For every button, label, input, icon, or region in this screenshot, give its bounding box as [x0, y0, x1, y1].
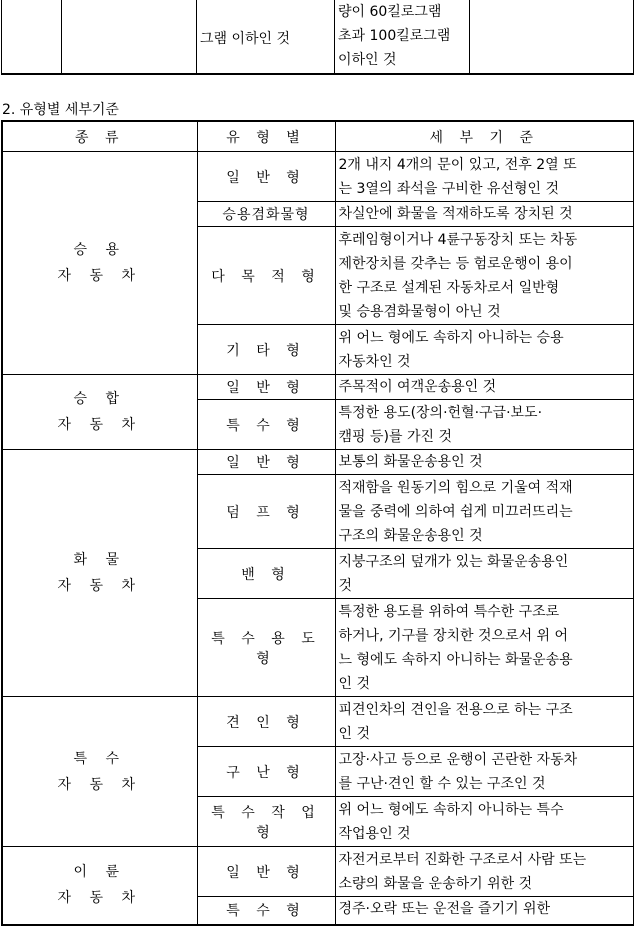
header-detail: 세 부 기 준 [335, 121, 634, 152]
top-cell-1 [2, 0, 62, 74]
detail-cell [335, 202, 634, 227]
top-cell-4-line: 량이 60킬로그램 [338, 4, 442, 20]
detail-line: 자동차인 것 [338, 353, 411, 370]
vehicle-type-table [1, 120, 634, 926]
category-twowheel [2, 847, 197, 925]
top-cell-4-line: 이하인 것 [338, 52, 397, 68]
detail-line: 인 것 [338, 675, 370, 692]
category-line: 자 동 차 [57, 890, 142, 907]
detail-line: 위 어느 형에도 속하지 아니하는 승용 [338, 329, 564, 346]
detail-line: 물을 중력에 의하여 쉽게 미끄러뜨리는 [338, 503, 573, 520]
top-cell-5 [470, 0, 634, 74]
detail-cell [335, 375, 634, 400]
type-cell: 일 반 형 [197, 375, 335, 400]
detail-line: 자전거로부터 진화한 구조로서 사람 또는 [338, 851, 587, 868]
detail-line: 및 승용겸화물형이 아닌 것 [338, 303, 501, 320]
category-line: 특 수 [73, 750, 126, 767]
table-row [2, 847, 634, 897]
detail-line: 특정한 용도를 위하여 특수한 구조로 [338, 603, 560, 620]
top-cell-4 [335, 0, 470, 74]
detail-line: 구조의 화물운송용인 것 [338, 527, 483, 544]
detail-line: 하거나, 기구를 장치한 것으로서 위 어 [338, 627, 569, 644]
category-line: 화 물 [73, 552, 126, 568]
category-line: 이 륜 [73, 864, 126, 881]
detail-line: 캠핑 등)를 가진 것 [338, 428, 452, 445]
type-cell: 밴 형 [197, 549, 335, 599]
detail-cell [335, 227, 634, 325]
type-cell: 견 인 형 [197, 697, 335, 747]
detail-line: 것 [338, 577, 353, 594]
detail-line: 차실안에 화물을 적재하도록 장치된 것 [338, 206, 573, 222]
detail-cell [335, 897, 634, 925]
detail-line: 느 형에도 속하지 아니하는 화물운송용 [338, 651, 573, 668]
detail-cell [335, 475, 634, 549]
type-cell: 구 난 형 [197, 747, 335, 797]
top-cell-3-line: 그램 이하인 것 [200, 31, 291, 47]
detail-line: 주목적이 여객운송용인 것 [338, 379, 497, 395]
detail-line: 를 구난·견인 할 수 있는 구조인 것 [338, 775, 546, 792]
detail-cell [335, 549, 634, 599]
category-line: 승 용 [73, 242, 126, 258]
type-cell: 기 타 형 [197, 325, 335, 375]
header-type: 유 형 별 [197, 121, 335, 152]
category-passenger [2, 152, 197, 375]
table-row [2, 375, 634, 400]
detail-line: 소량의 화물을 운송하기 위한 것 [338, 875, 533, 892]
category-line: 자 동 차 [57, 776, 142, 793]
category-special [2, 697, 197, 847]
section-title: 2. 유형별 세부기준 [2, 102, 119, 118]
category-line: 자 동 차 [57, 578, 142, 594]
type-cell: 일 반 형 [197, 152, 335, 202]
header-kind: 종 류 [2, 121, 197, 152]
detail-cell [335, 325, 634, 375]
type-cell: 특 수 형 [197, 400, 335, 450]
detail-line: 고장·사고 등으로 운행이 곤란한 자동차 [338, 751, 578, 768]
detail-cell [335, 747, 634, 797]
detail-line: 위 어느 형에도 속하지 아니하는 특수 [338, 801, 564, 818]
top-cell-2 [62, 0, 197, 74]
type-cell: 일 반 형 [197, 450, 335, 475]
category-line: 자 동 차 [57, 268, 142, 284]
detail-cell [335, 797, 634, 847]
top-cell-4-line: 초과 100킬로그램 [338, 28, 451, 44]
table-header-row [2, 121, 634, 152]
detail-cell [335, 697, 634, 747]
detail-line: 특정한 용도(장의·헌혈·구급·보도· [338, 404, 543, 421]
table-row [2, 152, 634, 202]
type-cell: 특 수 작 업 형 [197, 797, 335, 847]
detail-line: 적재함을 원동기의 힘으로 기울여 적재 [338, 479, 573, 496]
detail-line: 피견인차의 견인을 전용으로 하는 구조 [338, 701, 573, 718]
detail-line: 후레임형이거나 4륜구동장치 또는 차동 [338, 231, 578, 248]
top-continuation-table [1, 0, 634, 75]
detail-line: 작업용인 것 [338, 825, 411, 842]
detail-line: 제한장치를 갖추는 등 험로운행이 용이 [338, 255, 573, 272]
detail-line: 보통의 화물운송용인 것 [338, 454, 483, 470]
detail-line: 한 구조로 설계된 자동차로서 일반형 [338, 279, 560, 296]
category-line: 자 동 차 [57, 417, 142, 433]
detail-line: 지붕구조의 덮개가 있는 화물운송용인 [338, 553, 569, 570]
top-cell-3 [197, 0, 335, 74]
detail-cell [335, 847, 634, 897]
type-cell: 덤 프 형 [197, 475, 335, 549]
type-cell: 일 반 형 [197, 847, 335, 897]
category-van [2, 375, 197, 450]
type-cell: 다 목 적 형 [197, 227, 335, 325]
detail-line: 인 것 [338, 725, 370, 742]
type-cell: 특 수 형 [197, 897, 335, 925]
type-cell: 특 수 용 도 형 [197, 599, 335, 697]
detail-cell [335, 450, 634, 475]
detail-line: 2개 내지 4개의 문이 있고, 전후 2열 또 [338, 156, 577, 173]
detail-cell [335, 152, 634, 202]
detail-cell [335, 599, 634, 697]
detail-line: 는 3열의 좌석을 구비한 유선형인 것 [338, 180, 559, 197]
category-line: 승 합 [73, 391, 126, 407]
detail-cell [335, 400, 634, 450]
category-truck [2, 450, 197, 697]
type-cell: 승용겸화물형 [197, 202, 335, 227]
detail-line: 경주·오락 또는 운전을 즐기기 위한 [338, 901, 551, 917]
table-row [2, 450, 634, 475]
table-row [2, 697, 634, 747]
